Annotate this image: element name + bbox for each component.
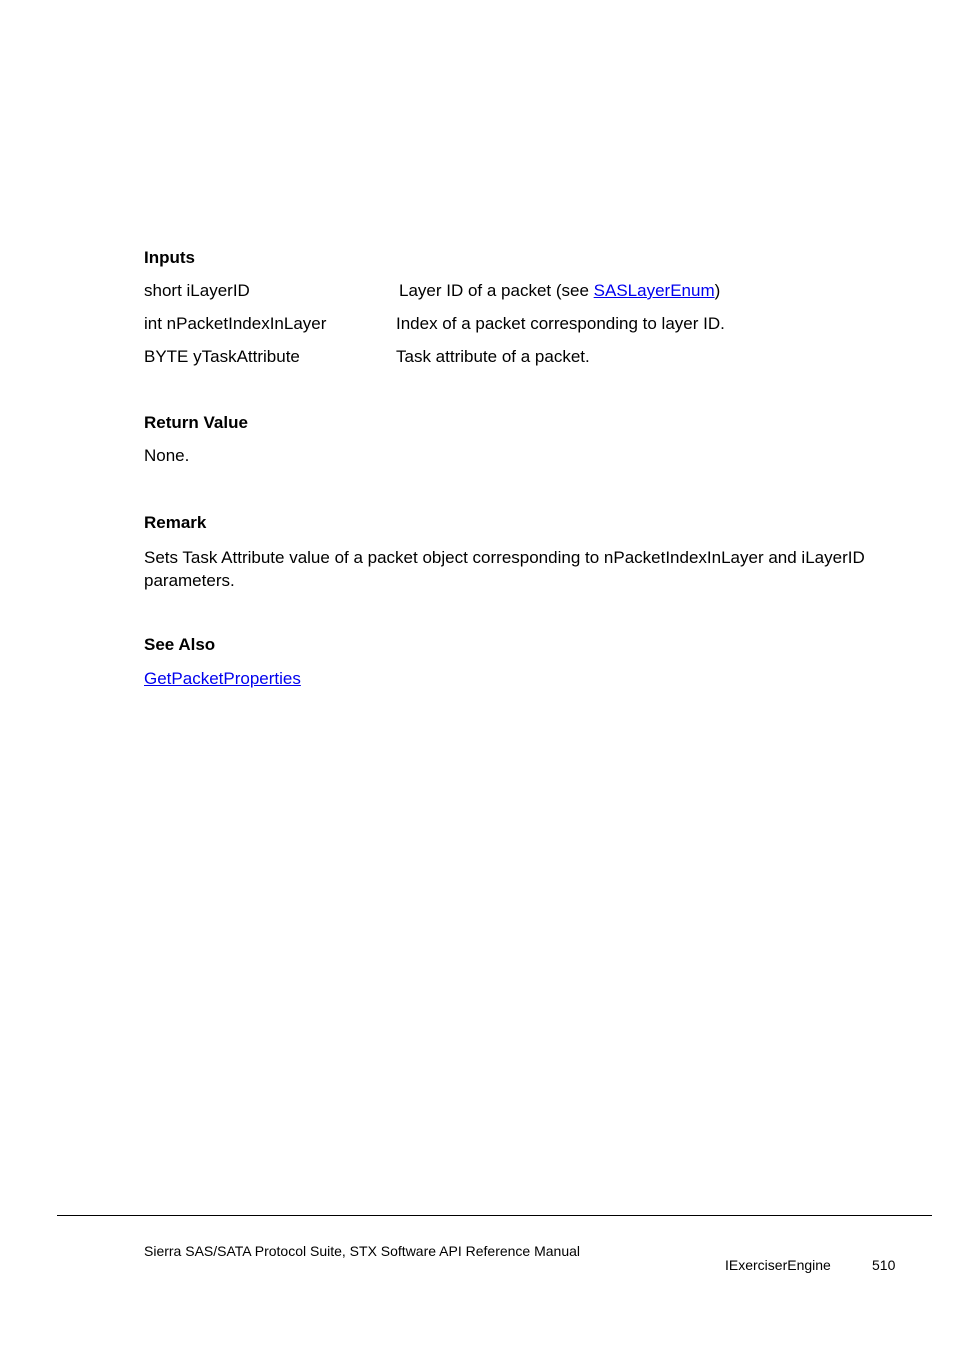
param-desc-ytaskattribute: Task attribute of a packet.: [396, 347, 590, 366]
param-desc-prefix: Layer ID of a packet (see: [399, 281, 594, 300]
param-name-ytaskattribute: BYTE yTaskAttribute: [144, 347, 300, 366]
param-name-npacketindexinlayer: int nPacketIndexInLayer: [144, 314, 327, 333]
footer-section: IExerciserEngine: [725, 1257, 831, 1273]
param-name-ilayerid: short iLayerID: [144, 281, 250, 300]
param-desc-npacketindexinlayer: Index of a packet corresponding to layer ID.: [396, 314, 725, 333]
getpacketproperties-link[interactable]: GetPacketProperties: [144, 669, 301, 688]
return-value-text: None.: [144, 446, 190, 465]
inputs-heading: Inputs: [144, 248, 195, 267]
saslayerenum-link[interactable]: SASLayerEnum: [593, 281, 715, 300]
remark-text: Sets Task Attribute value of a packet object corresponding to nPacketIndexInLayer and iLayerID parameters.: [144, 548, 865, 590]
footer-page-number: 510: [872, 1257, 896, 1273]
return-value-heading: Return Value: [144, 413, 248, 432]
see-also-heading: See Also: [144, 635, 216, 654]
footer-divider: [57, 1215, 932, 1216]
remark-heading: Remark: [144, 513, 207, 532]
param-desc-suffix: ): [714, 281, 721, 300]
footer-manual-title: Sierra SAS/SATA Protocol Suite, STX Software API Reference Manual: [144, 1243, 581, 1259]
param-desc-ilayerid: [399, 281, 720, 301]
